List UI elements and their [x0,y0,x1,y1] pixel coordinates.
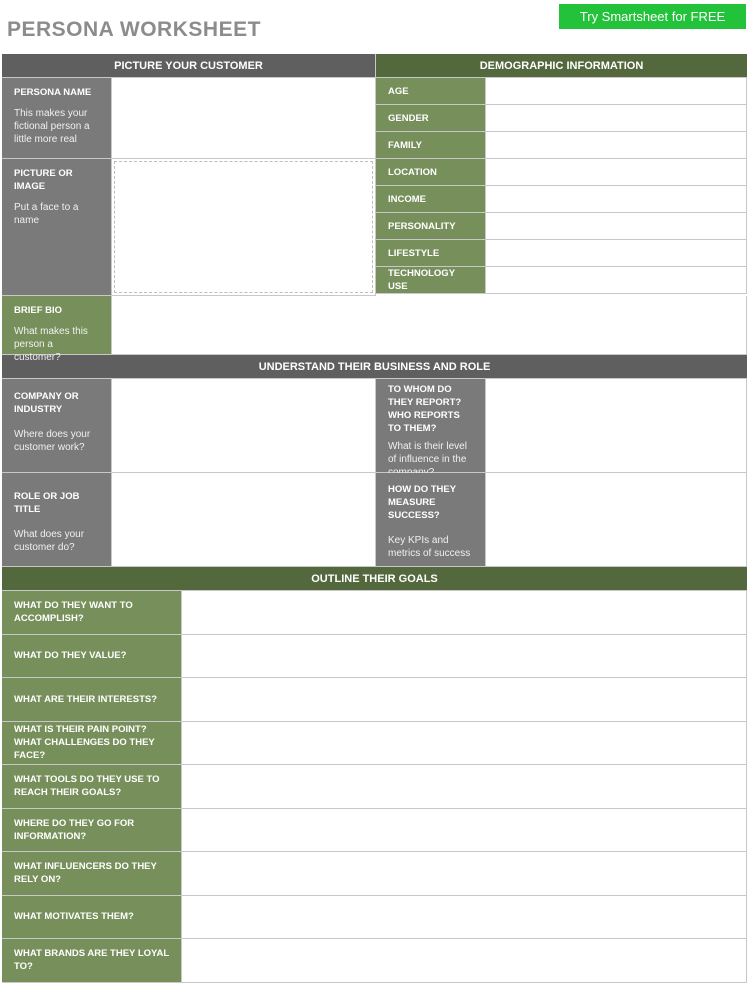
goal-answer-field[interactable] [182,852,747,896]
demographic-field-technology-use[interactable] [486,267,747,294]
persona-worksheet [2,54,747,983]
reporting-hint: What is their level of influence in the [388,441,467,465]
goal-row [2,635,747,679]
role-job-title-label: ROLE OR JOB TITLE What does your customer do? [2,473,112,567]
goal-row [2,765,747,809]
company-industry-hint: Where does your customer work? [14,429,91,453]
company-industry-label: COMPANY OR INDUSTRY Where does your customer work? [2,379,112,473]
photo-placeholder[interactable] [114,161,373,293]
brief-bio-label: BRIEF BIO What makes this person a customer? [2,296,112,355]
demographic-label-age: AGE [376,78,486,105]
demographic-field-location[interactable] [486,159,747,186]
goal-answer-field[interactable] [182,635,747,679]
section-header-demographic: DEMOGRAPHIC INFORMATION [376,54,747,78]
goal-row [2,809,747,853]
demographic-label-gender: GENDER [376,105,486,132]
demographic-label-lifestyle: LIFESTYLE [376,240,486,267]
demographic-row [376,267,747,294]
picture-image-field[interactable] [112,159,376,296]
goal-question-label: WHERE DO THEY GO FOR INFORMATION? [2,809,182,853]
demographic-field-personality[interactable] [486,213,747,240]
brief-bio-field[interactable] [112,296,747,355]
picture-image-label: PICTURE OR IMAGE Put a face to a name [2,159,112,296]
goal-question-label: WHAT BRANDS ARE THEY LOYAL TO? [2,939,182,983]
role-job-title-hint: What does your customer do? [14,529,85,553]
demographic-row [376,240,747,267]
demographic-label-personality: PERSONALITY [376,213,486,240]
section-header-picture: PICTURE YOUR CUSTOMER [2,54,376,78]
persona-name-hint: This makes your fictional person a little more real [14,108,90,145]
measure-success-hint: Key KPIs and metrics of success [388,535,471,559]
demographic-field-lifestyle[interactable] [486,240,747,267]
try-smartsheet-button[interactable]: Try Smartsheet for FREE [559,4,746,29]
measure-success-field[interactable] [486,473,747,567]
demographic-field-age[interactable] [486,78,747,105]
reporting-label: TO WHOM DO THEY REPORT? WHO REPORTS TO THEM? What is their level of influence in the [376,379,486,473]
goal-answer-field[interactable] [182,896,747,940]
company-industry-field[interactable] [112,379,376,473]
goal-question-label: WHAT MOTIVATES THEM? [2,896,182,940]
goal-row [2,722,747,766]
goal-row [2,678,747,722]
demographic-row [376,105,747,132]
demographic-row [376,159,747,186]
demographic-row [376,132,747,159]
demographic-label-income: INCOME [376,186,486,213]
demographic-field-gender[interactable] [486,105,747,132]
goal-answer-field[interactable] [182,939,747,983]
persona-name-label: PERSONA NAME This makes your fictional person a little more real [2,78,112,159]
goal-question-label: WHAT DO THEY WANT TO ACCOMPLISH? [2,591,182,635]
goal-row [2,852,747,896]
goal-question-label: WHAT IS THEIR PAIN POINT? WHAT CHALLENGES DO THEY FACE? [2,722,182,766]
goal-question-label: WHAT ARE THEIR INTERESTS? [2,678,182,722]
demographic-row [376,78,747,105]
measure-success-label: HOW DO THEY MEASURE SUCCESS? Key KPIs and metrics of success [376,473,486,567]
demographic-field-family[interactable] [486,132,747,159]
goal-question-label: WHAT TOOLS DO THEY USE TO REACH THEIR GOALS? [2,765,182,809]
page-title: PERSONA WORKSHEET [7,18,261,41]
goal-row [2,896,747,940]
demographic-label-location: LOCATION [376,159,486,186]
demographic-field-income[interactable] [486,186,747,213]
goal-answer-field[interactable] [182,722,747,766]
section-header-goals: OUTLINE THEIR GOALS [2,567,747,591]
role-job-title-field[interactable] [112,473,376,567]
demographic-label-family: FAMILY [376,132,486,159]
brief-bio-hint: What makes this person a customer? [14,326,88,363]
reporting-field[interactable] [486,379,747,473]
goal-row [2,591,747,635]
goal-row [2,939,747,983]
goal-answer-field[interactable] [182,809,747,853]
demographic-list [376,78,747,296]
goal-question-label: WHAT DO THEY VALUE? [2,635,182,679]
section-header-business: UNDERSTAND THEIR BUSINESS AND ROLE [2,355,747,379]
demographic-row [376,213,747,240]
goal-answer-field[interactable] [182,591,747,635]
demographic-row [376,186,747,213]
demographic-label-technology-use: TECHNOLOGY USE [376,267,486,294]
picture-image-hint: Put a face to a name [14,202,79,226]
goals-list [2,591,747,983]
goal-question-label: WHAT INFLUENCERS DO THEY RELY ON? [2,852,182,896]
goal-answer-field[interactable] [182,765,747,809]
persona-name-field[interactable] [112,78,376,159]
goal-answer-field[interactable] [182,678,747,722]
